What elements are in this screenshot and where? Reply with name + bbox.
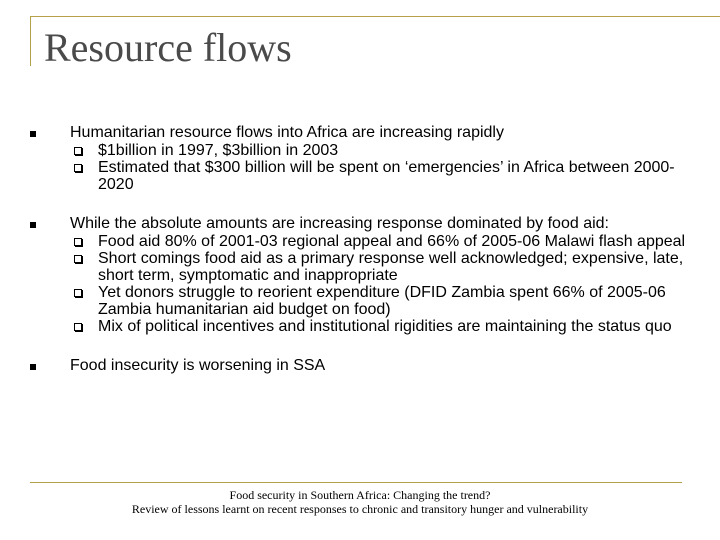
sub-bullet (70, 142, 688, 159)
hollow-square-bullet-icon (74, 323, 82, 331)
sub-bullet (70, 284, 688, 318)
square-bullet-icon (30, 222, 36, 228)
title-accent-horizontal-line (30, 16, 720, 17)
sub-bullet-text: $1billion in 1997, $3billion in 2003 (98, 142, 339, 159)
slide-body (28, 124, 688, 375)
sub-bullet-text: Short comings food aid as a primary response well acknowledged; expensive, late, short term, symptomatic and inappropriate (98, 250, 684, 284)
sub-bullet (70, 318, 688, 335)
square-bullet-icon (30, 131, 36, 137)
bullet-food-insecurity (28, 357, 688, 375)
sub-bullet-text: Food aid 80% of 2001-03 regional appeal and 66% of 2005-06 Malawi flash appeal (98, 233, 686, 250)
title-accent-vertical-line (30, 16, 31, 66)
sub-bullet-text: Mix of political incentives and institutional rigidities are maintaining the status quo (98, 318, 672, 335)
bullet-text: Food insecurity is worsening in SSA (70, 357, 326, 374)
hollow-square-bullet-icon (74, 255, 82, 263)
sub-bullet-text: Estimated that $300 billion will be spent on ‘emergencies’ in Africa between 2000-2020 (98, 159, 675, 193)
sub-bullet-text: Yet donors struggle to reorient expenditure (DFID Zambia spent 66% of 2005-06 Zambia humanitarian aid budget on food) (98, 284, 666, 318)
hollow-square-bullet-icon (74, 238, 82, 246)
bullet-text: While the absolute amounts are increasing response dominated by food aid: (70, 215, 609, 232)
bullet-text: Humanitarian resource flows into Africa are increasing rapidly (70, 124, 504, 141)
bullet-food-aid-dominance (28, 215, 688, 335)
slide-footer (0, 488, 720, 516)
hollow-square-bullet-icon (74, 164, 82, 172)
sub-bullet (70, 233, 688, 250)
slide-title: Resource flows (44, 25, 292, 70)
sub-bullet (70, 159, 688, 193)
hollow-square-bullet-icon (74, 147, 82, 155)
hollow-square-bullet-icon (74, 289, 82, 297)
footer-line-1: Food security in Southern Africa: Changing the trend? (229, 488, 491, 502)
bullet-humanitarian-flows (28, 124, 688, 193)
sub-bullet (70, 250, 688, 284)
footer-line-2: Review of lessons learnt on recent responses to chronic and transitory hunger and vulnerability (131, 502, 589, 516)
footer-divider-line (30, 482, 682, 483)
square-bullet-icon (30, 364, 36, 370)
